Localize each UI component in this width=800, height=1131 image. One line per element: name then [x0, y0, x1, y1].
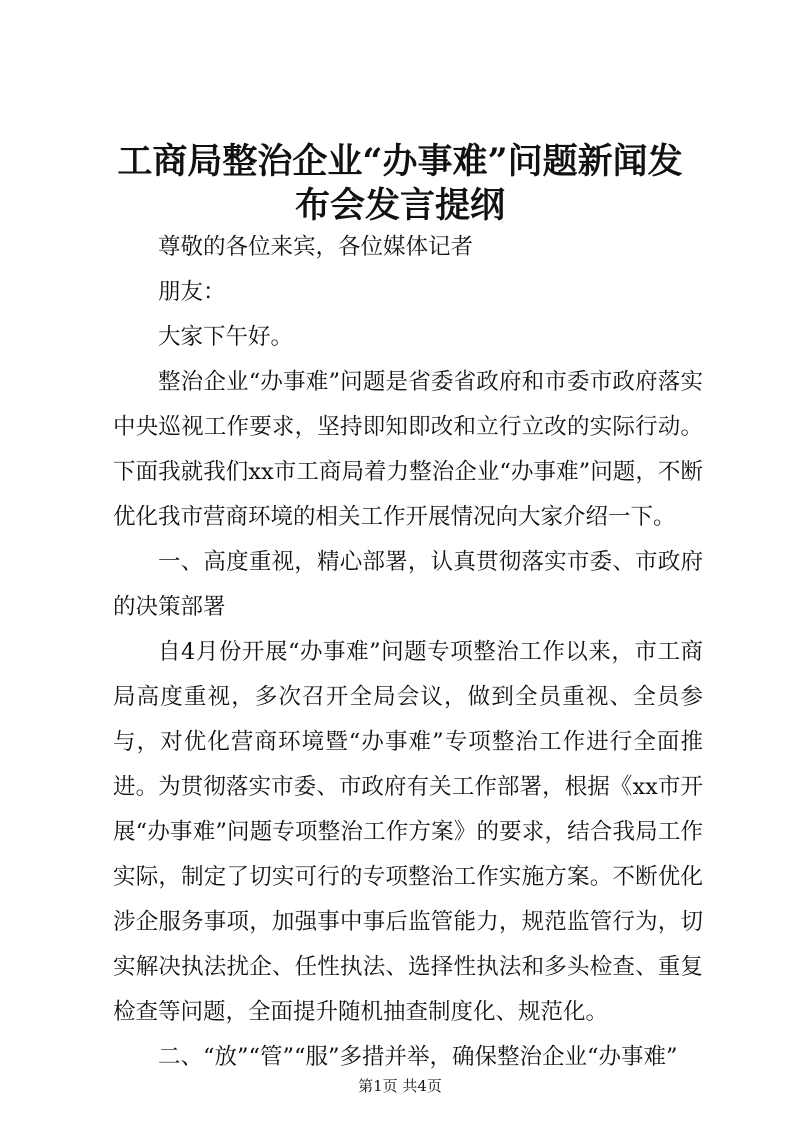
document-title: 工商局整治企业“办事难”问题新闻发布会发言提纲 — [117, 141, 683, 226]
section-1-paragraph: 自4月份开展“办事难”问题专项整治工作以来，市工商局高度重视，多次召开全局会议，做到全员重视、全员参与，对优化营商环境暨“办事难”专项整治工作进行全面推进。为贯彻落实市委、市政府有关工作部署，根据《xx市开展“办事难”问题专项整治工作方案》的要求，结合我局工作实际，制定了切实可行的专项整治工作实施方案。不断优化涉企服务事项，加强事中事后监管能力，规范监管行为，切实解决执法扰企、任性执法、选择性执法和多头检查、重复检查等问题，全面提升随机抽查制度化、规范化。 — [113, 639, 703, 1025]
section-heading-1: 一、高度重视，精心部署，认真贯彻落实市委、市政府的决策部署 — [113, 549, 703, 620]
document-body — [113, 225, 703, 1080]
intro-paragraph: 整治企业“办事难”问题是省委省政府和市委市政府落实中央巡视工作要求，坚持即知即改和立行立改的实际行动。下面我就我们xx市工商局着力整治企业“办事难”问题，不断优化我市营商环境的相关工作开展情况向大家介绍一下。 — [113, 369, 703, 530]
salutation-continuation: 朋友： — [158, 279, 226, 305]
greeting-paragraph: 大家下午好。 — [158, 324, 294, 350]
salutation-line: 尊敬的各位来宾，各位媒体记者 — [158, 234, 474, 260]
page-footer: 第1页 共4页 — [358, 1077, 442, 1095]
section-heading-2: 二、“放”“管”“服”多措并举，确保整治企业“办事难” — [158, 1044, 678, 1070]
